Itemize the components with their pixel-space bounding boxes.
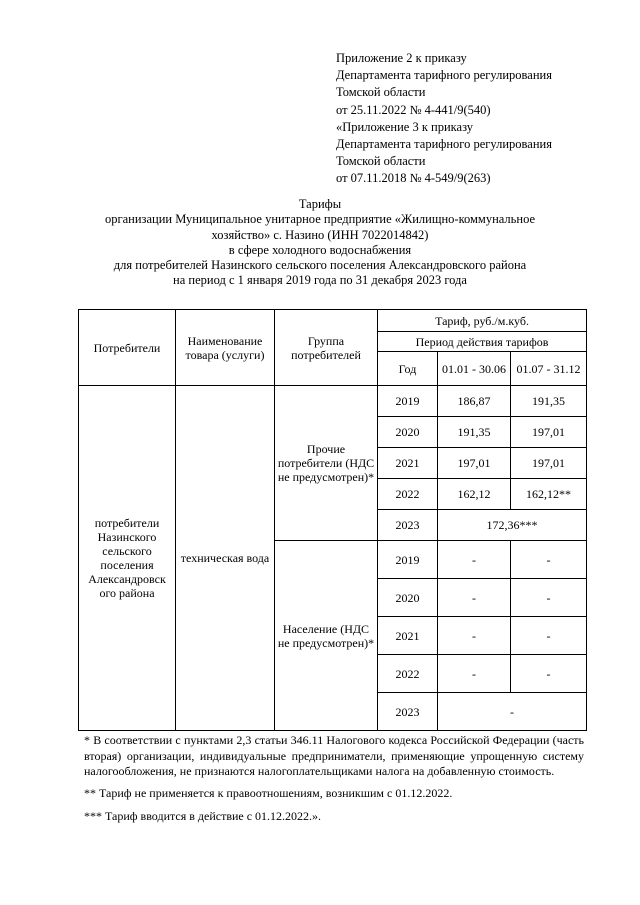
product-cell: техническая вода: [176, 386, 275, 731]
consumer-cell: потребители Назинского сельского поселения Александровск ого района: [79, 386, 176, 731]
tariff-h2-cell: -: [511, 617, 587, 655]
footnote-vat: * В соответствии с пунктами 2,3 статьи 346.11 Налогового кодекса Российской Федерации (часть вторая) организации, индивидуальные предприниматели, применяющие упрощенную систему налогообложения, не признаются налогоплательщиками налога на добавленную стоимость.: [84, 733, 584, 778]
tariff-table: [78, 309, 587, 731]
order-header: [336, 50, 606, 188]
header-line: Томской области: [336, 154, 426, 169]
tariff-h1-cell: -: [438, 579, 511, 617]
year-cell: 2023: [378, 693, 438, 731]
header-h2: 01.07 - 31.12: [511, 352, 587, 386]
header-period: Период действия тарифов: [378, 332, 587, 352]
header-h1: 01.01 - 30.06: [438, 352, 511, 386]
header-consumers: Потребители: [79, 310, 176, 386]
tariff-merged-cell: -: [438, 693, 587, 731]
document-title: [70, 197, 570, 289]
year-cell: 2022: [378, 655, 438, 693]
tariff-h1-cell: -: [438, 617, 511, 655]
tariff-h1-cell: -: [438, 655, 511, 693]
header-product: Наименование товара (услуги): [176, 310, 275, 386]
footnotes: [84, 733, 584, 833]
tariff-h2-cell: 197,01: [511, 417, 587, 448]
header-line: Томской области: [336, 85, 426, 100]
year-cell: 2023: [378, 510, 438, 541]
tariff-h2-cell: -: [511, 541, 587, 579]
year-cell: 2020: [378, 417, 438, 448]
tariff-h2-cell: -: [511, 579, 587, 617]
year-cell: 2021: [378, 617, 438, 655]
year-cell: 2021: [378, 448, 438, 479]
tariff-h2-cell: 162,12**: [511, 479, 587, 510]
title-line: Тарифы: [298, 197, 342, 211]
footnote-triple-star: *** Тариф вводится в действие с 01.12.2022.».: [84, 809, 322, 823]
tariff-h1-cell: 162,12: [438, 479, 511, 510]
header-line: от 25.11.2022 № 4-441/9(540): [336, 102, 491, 117]
title-line: организации Муниципальное унитарное предприятие «Жилищно-коммунальное: [104, 212, 536, 227]
tariff-h1-cell: 197,01: [438, 448, 511, 479]
tariff-h1-cell: 186,87: [438, 386, 511, 417]
header-group: Группа потребителей: [275, 310, 378, 386]
title-line: хозяйство» с. Назино (ИНН 7022014842): [211, 227, 429, 242]
tariff-h2-cell: 197,01: [511, 448, 587, 479]
footnote-double-star: ** Тариф не применяется к правоотношениям, возникшим с 01.12.2022.: [84, 785, 453, 800]
tariff-h2-cell: 191,35: [511, 386, 587, 417]
title-line: для потребителей Назинского сельского поселения Александровского района: [113, 258, 527, 273]
tariff-merged-cell: 172,36***: [438, 510, 587, 541]
title-line: на период с 1 января 2019 года по 31 декабря 2023 года: [173, 273, 467, 288]
year-cell: 2022: [378, 479, 438, 510]
header-tariff: Тариф, руб./м.куб.: [378, 310, 587, 332]
year-cell: 2019: [378, 386, 438, 417]
header-line: Департамента тарифного регулирования: [336, 137, 552, 152]
header-line: Департамента тарифного регулирования: [336, 68, 552, 83]
group-cell-other: Прочие потребители (НДС не предусмотрен)*: [275, 386, 378, 541]
header-line: от 07.11.2018 № 4-549/9(263): [336, 171, 491, 186]
tariff-h1-cell: 191,35: [438, 417, 511, 448]
year-cell: 2020: [378, 579, 438, 617]
tariff-h2-cell: -: [511, 655, 587, 693]
year-cell: 2019: [378, 541, 438, 579]
header-line: «Приложение 3 к приказу: [336, 119, 474, 134]
header-line: Приложение 2 к приказу: [336, 51, 467, 65]
title-line: в сфере холодного водоснабжения: [228, 242, 412, 257]
header-year: Год: [378, 352, 438, 386]
group-cell-population: Население (НДС не предусмотрен)*: [275, 541, 378, 731]
tariff-h1-cell: -: [438, 541, 511, 579]
